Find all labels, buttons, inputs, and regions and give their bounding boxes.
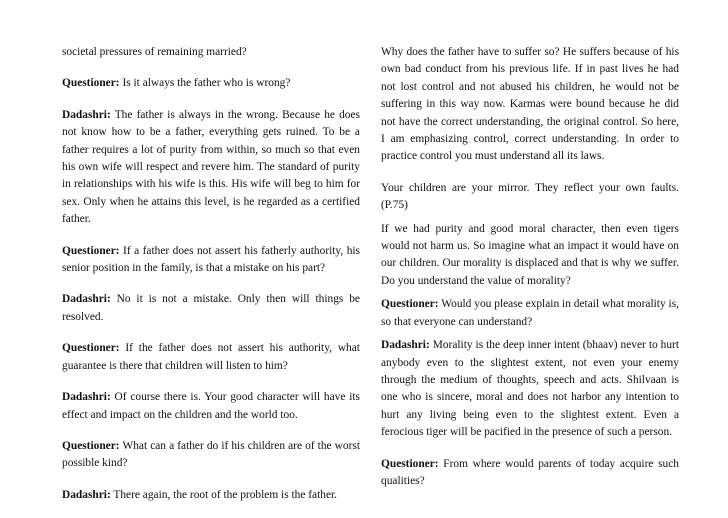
- paragraph: [62, 438, 360, 473]
- paragraph-text: If we had purity and good moral character, then even tigers would not harm us. So imagine what an impact it would have on our children. Our morality is displaced and that is why we suffer. Do you understand the value of morality?: [381, 222, 679, 287]
- speaker-label: Questioner:: [62, 342, 120, 355]
- paragraph-text: societal pressures of remaining married?: [62, 46, 247, 58]
- paragraph: [62, 340, 360, 375]
- paragraph: [62, 487, 360, 504]
- paragraph: [62, 44, 360, 61]
- speaker-label: Dadashri:: [62, 391, 111, 404]
- paragraph-text: If a father does not assert his fatherly authority, his senior position in the family, is that a mistake on his part?: [62, 244, 360, 275]
- paragraph: [381, 221, 679, 291]
- paragraph: [62, 107, 360, 229]
- paragraph: [62, 75, 360, 92]
- paragraph-text: Is it always the father who is wrong?: [122, 77, 291, 90]
- paragraph-text: From where would parents of today acquire such qualities?: [381, 457, 679, 487]
- speaker-label: Questioner:: [62, 244, 120, 257]
- paragraph: [381, 180, 679, 215]
- speaker-label: Questioner:: [62, 439, 120, 452]
- left-column: [62, 44, 360, 518]
- paragraph-text: Your children are your mirror. They reflect your own faults. (P.75): [381, 181, 679, 212]
- paragraph: [381, 337, 679, 441]
- paragraph-text: What can a father do if his children are of the worst possible kind?: [62, 439, 360, 470]
- speaker-label: Questioner:: [381, 298, 439, 311]
- paragraph-text: If the father does not assert his authority, what guarantee is there that children will listen to him?: [62, 342, 360, 372]
- paragraph: [62, 291, 360, 326]
- speaker-label: Questioner:: [62, 77, 120, 90]
- speaker-label: Questioner:: [381, 457, 439, 470]
- paragraph-text: There again, the root of the problem is the father.: [113, 488, 338, 501]
- paragraph-text: Why does the father have to suffer so? He suffers because of his own bad conduct from his previous life. If in past lives he had not lost control and not abused his children, he would not be suffering in this way now. Karmas were bound because he did not have the correct understanding, the original control. So here, I am emphasizing control, correct understanding. In order to practice control you must understand all its laws.: [381, 46, 679, 163]
- paragraph-text: Would you please explain in detail what morality is, so that everyone can understand?: [381, 298, 679, 328]
- paragraph-text: The father is always in the wrong. Because he does not know how to be a father, everything gets ruined. To be a father requires a lot of purity from within, so much so that even his own wife will respect and revere him. The standard of purity in relationships with his wife is this. His wife will beg to him for sex. Only when he attains this level, is he regarded as a certified father.: [62, 108, 360, 226]
- paragraph-text: Morality is the deep inner intent (bhaav) never to hurt anybody even to the slightest extent, not even your enemy through the medium of thoughts, speech and acts. Shilvaan is one who is sincere, moral and does not harbor any intention to hurt any living being even to the slightest extent. Even a ferocious tiger will be pacified in the presence of such a person.: [381, 339, 679, 439]
- speaker-label: Dadashri:: [62, 108, 111, 121]
- speaker-label: Dadashri:: [62, 293, 111, 306]
- right-column: [381, 44, 679, 504]
- paragraph: [381, 44, 679, 166]
- paragraph-text: Of course there is. Your good character will have its effect and impact on the children and the world too.: [62, 391, 360, 421]
- paragraph: [381, 296, 679, 331]
- paragraph: [62, 243, 360, 278]
- speaker-label: Dadashri:: [62, 488, 111, 501]
- paragraph: [381, 456, 679, 491]
- speaker-label: Dadashri:: [381, 339, 430, 352]
- paragraph-text: No it is not a mistake. Only then will things be resolved.: [62, 293, 360, 323]
- paragraph: [62, 389, 360, 424]
